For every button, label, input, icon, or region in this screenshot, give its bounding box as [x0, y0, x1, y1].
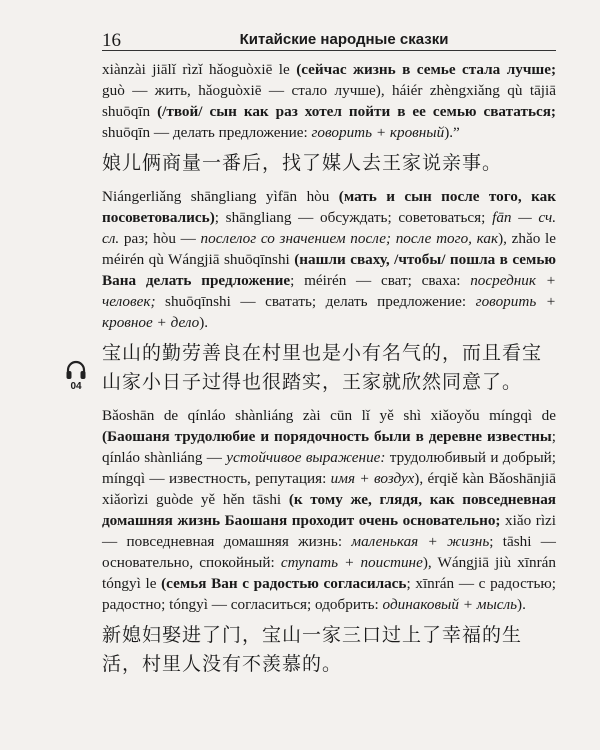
gloss-text: одинаковый + мысль	[382, 596, 518, 613]
page-header	[102, 24, 556, 51]
gloss-text: посредник + человек;	[102, 272, 556, 310]
pinyin-text: ), érqiě kàn Bǎoshānjiā xiǎorìzi guòde yě hěn tāshi	[102, 470, 556, 508]
pinyin-text: shuōqīnshi — сватать; делать предложение:	[155, 293, 476, 310]
headphones-icon	[58, 360, 94, 380]
pinyin-text: Bǎoshān de qínláo shànliáng zài cūn lǐ yě shì xiǎoyǒu míngqì de	[102, 407, 556, 424]
pinyin-text: ).	[199, 314, 209, 331]
pinyin-text: ; xīnrán — с радостью; радостно; tóngyì — согласиться; одобрить:	[102, 575, 556, 613]
pinyin-text: ), zhǎo le méirén qù Wángjiā shuōqīnshi	[102, 230, 557, 268]
pinyin-text: xiànzài jiālǐ rìzǐ hǎoguòxiē le	[102, 61, 297, 78]
running-title: Китайские народные сказки	[239, 30, 449, 48]
chinese-sentence: 新媳妇娶进了门，宝山一家三口过上了幸福的生活，村里人没有不羡慕的。	[102, 624, 523, 675]
gloss-text: маленькая + жизнь	[351, 533, 490, 550]
pinyin-text: xiǎo rìzi — повседневная домашняя жизнь:	[102, 512, 556, 550]
gloss-text: имя + воздух	[330, 470, 415, 487]
commentary-paragraph	[102, 186, 556, 333]
translation-text: (к тому же, глядя, как повседневная домашняя жизнь Баошаня проходит очень основательно;	[102, 491, 557, 529]
audio-track-number: 04	[70, 381, 82, 392]
translation-text: (сейчас жизнь в семье стала лучше;	[296, 61, 556, 78]
translation-text: (Баошаня трудолюбие и порядочность были в деревне известны	[102, 428, 552, 445]
pinyin-text: ; shāngliang — обсуждать; советоваться;	[214, 209, 493, 226]
page-content	[102, 59, 556, 679]
commentary-paragraph	[102, 59, 556, 143]
translation-text: (/твой/ сын как раз хотел пойти в ее семью свататься;	[157, 103, 556, 120]
gloss-text: fān — сч. сл.	[102, 209, 556, 247]
chinese-sentence: 娘儿俩商量一番后，找了媒人去王家说亲事。	[102, 152, 503, 174]
gloss-text: говорить + кровное + дело	[102, 293, 556, 331]
pinyin-text: трудолюбивый и добрый; míngqì — известность, репутация:	[102, 449, 556, 487]
gloss-text: послелог со значением после; после того, как	[200, 230, 499, 247]
translation-text: (мать и сын после того, как посоветовались)	[102, 188, 556, 226]
translation-text: (семья Ван с радостью согласилась	[161, 575, 407, 592]
gloss-text: говорить + кровный	[311, 124, 445, 141]
gloss-text: ступать + поистине	[280, 554, 423, 571]
pinyin-text: ).”	[444, 124, 460, 141]
pinyin-text: ), Wángjiā jiù xīnrán tóngyì le	[102, 554, 556, 592]
pinyin-text: ; tāshi — основательно, спокойный:	[102, 533, 556, 571]
translation-text: (нашли сваху, /чтобы/ пошла в семью Вана делать предложение	[102, 251, 556, 289]
pinyin-text: раз; hòu —	[119, 230, 201, 247]
pinyin-text: ; qínláo shànliáng —	[102, 428, 556, 466]
audio-track-marker	[58, 360, 94, 392]
pinyin-text: shuōqīn — делать предложение:	[102, 124, 312, 141]
page-number: 16	[102, 30, 121, 51]
pinyin-text: Niángerliǎng shāngliang yìfān hòu	[102, 188, 339, 205]
commentary-paragraph	[102, 405, 556, 615]
pinyin-text: guò — жить, hǎoguòxiē — стало лучше), háiér zhèngxiǎng qù tājiā shuōqīn	[102, 82, 556, 120]
pinyin-text: ; méirén — сват; сваха:	[290, 272, 471, 289]
pinyin-text: ).	[517, 596, 526, 613]
chinese-sentence: 宝山的勤劳善良在村里也是小有名气的，而且看宝山家小日子过得也很踏实，王家就欣然同意了。	[102, 342, 543, 393]
gloss-text: устойчивое выражение:	[226, 449, 386, 466]
